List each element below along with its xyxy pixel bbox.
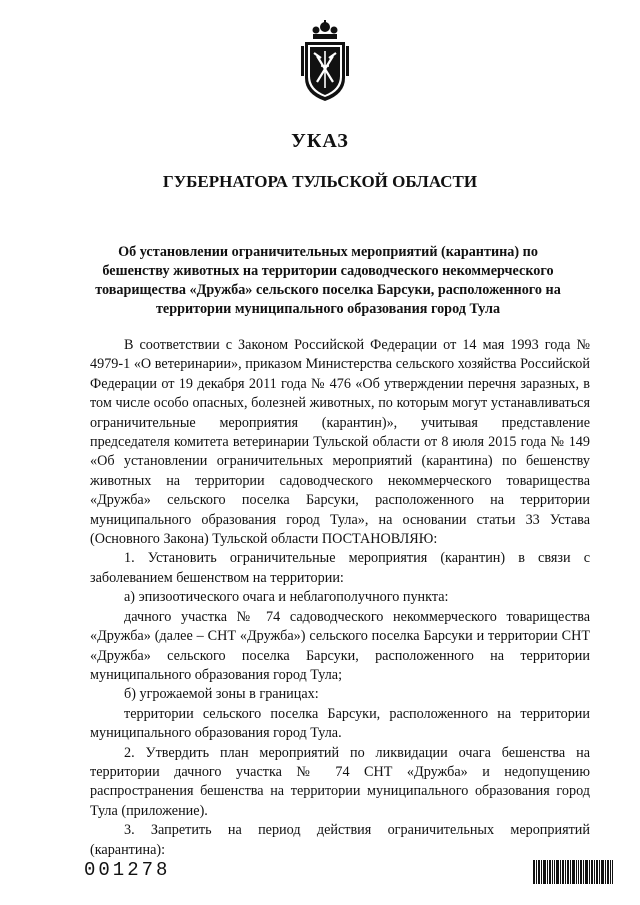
document-body — [90, 336, 590, 860]
paragraph-item-3: 3. Запретить на период действия ограничительных мероприятий (карантина): — [90, 822, 590, 858]
paragraph-subitem-a-text: дачного участка № 74 садоводческого некоммерческого товарищества «Дружба» (далее – СНТ «Дружба») сельского поселка Барсуки и территории СНТ «Дружба» сельского поселка Барсуки, расположенного на территории муниципального образования город Тула; — [90, 608, 590, 683]
barcode-icon — [533, 860, 613, 884]
paragraph-item-2: 2. Утвердить план мероприятий по ликвидации очага бешенства на территории дачного участка № 74 СНТ «Дружба» и недопущению распространения бешенства на территории муниципального образования город Тула (приложение). — [90, 744, 590, 819]
document-title: Об установлении ограничительных мероприятий (карантина) по бешенству животных на территории садоводческого некоммерческого товарищества «Дружба» сельского поселка Барсуки, расположенного на территории муниципального образования город Тула — [95, 244, 561, 317]
issuer-heading: ГУБЕРНАТОРА ТУЛЬСКОЙ ОБЛАСТИ — [162, 172, 478, 191]
paragraph-item-1: 1. Установить ограничительные мероприятия (карантин) в связи с заболеванием бешенством на территории: — [90, 550, 590, 586]
document-number: 001278 — [84, 859, 171, 881]
paragraph-preamble: В соответствии с Законом Российской Федерации от 14 мая 1993 года № 4979-1 «О ветеринарии», приказом Министерства сельского хозяйства Российской Федерации от 19 декабря 2011 года № 476 «Об утверждении перечня заразных, в том числе особо опасных, болезней животных, по которым могут устанавливаться ограничительные мероприятия (карантин)», учитывая представление председателя комитета ветеринарии Тульской области от 8 июля 2015 года № 149 «Об установлении ограничительных мероприятий (карантина) по бешенству животных на территории садоводческого некоммерческого товарищества «Дружба» сельского поселка Барсуки, расположенного на территории муниципального образования город Тула», на основании статьи 33 Устава (Основного Закона) Тульской области ПОСТАНОВЛЯЮ: — [90, 337, 590, 548]
coat-of-arms-icon — [299, 20, 351, 102]
document-type-heading: УКАЗ — [291, 130, 349, 152]
paragraph-subitem-a: а) эпизоотического очага и неблагополучного пункта: — [124, 589, 449, 606]
paragraph-subitem-b: б) угрожаемой зоны в границах: — [124, 686, 319, 703]
paragraph-subitem-b-text: территории сельского поселка Барсуки, расположенного на территории муниципального образования город Тула. — [90, 705, 590, 742]
